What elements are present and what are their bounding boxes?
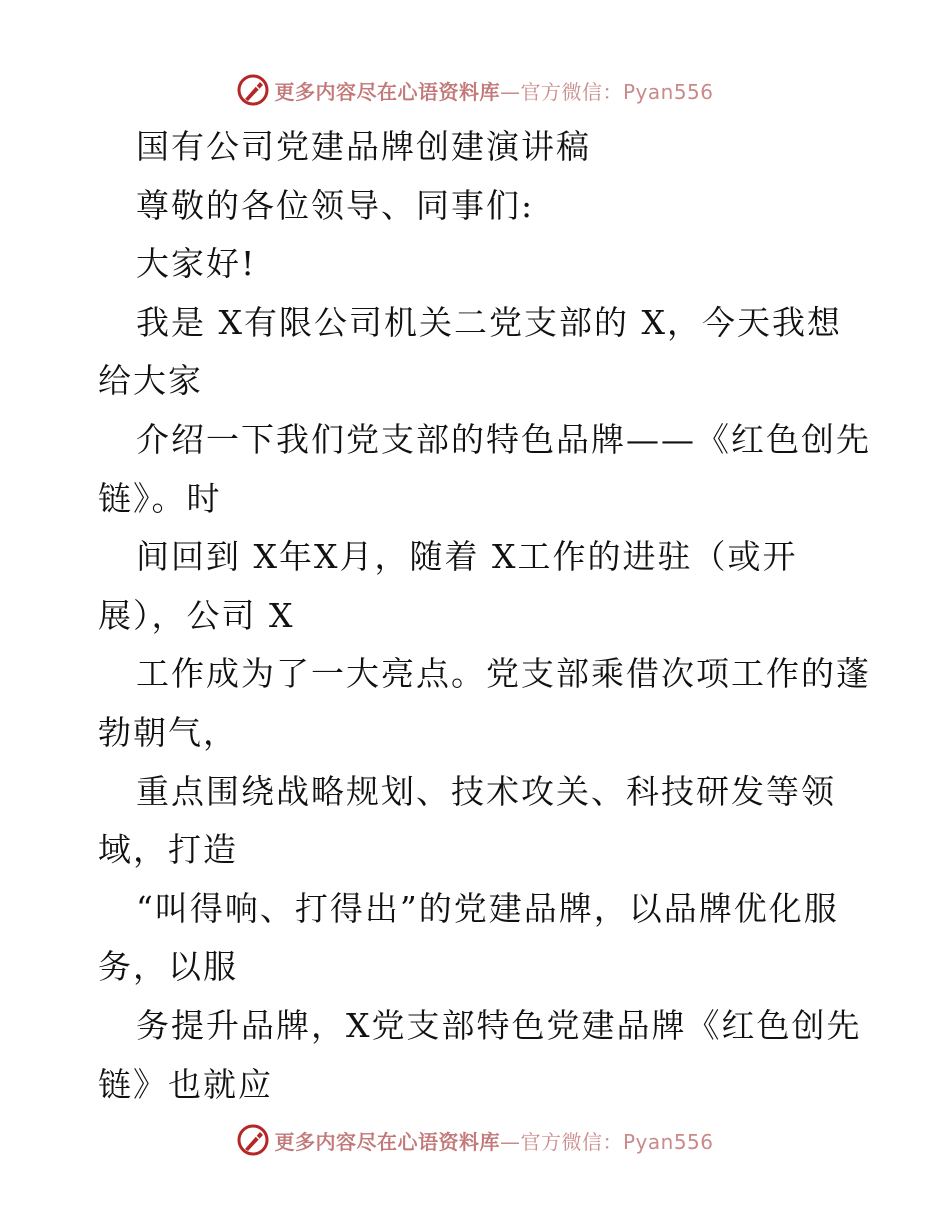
text-line: 务，以服 <box>98 947 238 987</box>
text-line: 我是 X有限公司机关二党支部的 X，今天我想 <box>136 302 842 342</box>
text-line: 域，打造 <box>98 830 238 870</box>
text-line: 链》。时 <box>98 478 222 518</box>
text-line: 勃朝气， <box>98 712 238 752</box>
text-line: 给大家 <box>98 361 203 401</box>
text-line: 间回到 X年X月，随着 X工作的进驻（或开 <box>136 537 798 577</box>
quill-pen-logo-icon <box>236 1123 270 1157</box>
footer-watermark-banner <box>0 1120 950 1160</box>
document-title: 国有公司党建品牌创建演讲稿 <box>136 127 591 166</box>
text-line: 链》也就应 <box>98 1064 273 1104</box>
text-line: 工作成为了一大亮点。党支部乘借次项工作的蓬 <box>136 654 871 694</box>
text-line: 大家好! <box>136 244 257 284</box>
document-body <box>98 118 871 1114</box>
watermark-text: 更多内容尽在心语资料库—官方微信：Pyan556 <box>274 79 714 104</box>
text-line: 展），公司 X <box>98 595 295 635</box>
quill-pen-logo-icon <box>236 73 270 107</box>
watermark-text: 更多内容尽在心语资料库—官方微信：Pyan556 <box>274 1129 714 1154</box>
text-line: “叫得响、打得出”的党建品牌，以品牌优化服 <box>136 888 839 928</box>
text-line: 尊敬的各位领导、同事们: <box>136 185 535 225</box>
text-line: 重点围绕战略规划、技术攻关、科技研发等领 <box>136 771 836 811</box>
text-line: 介绍一下我们党支部的特色品牌——《红色创先 <box>136 419 871 459</box>
text-line: 务提升品牌，X党支部特色党建品牌《红色创先 <box>136 1005 862 1045</box>
header-watermark-banner <box>0 70 950 110</box>
